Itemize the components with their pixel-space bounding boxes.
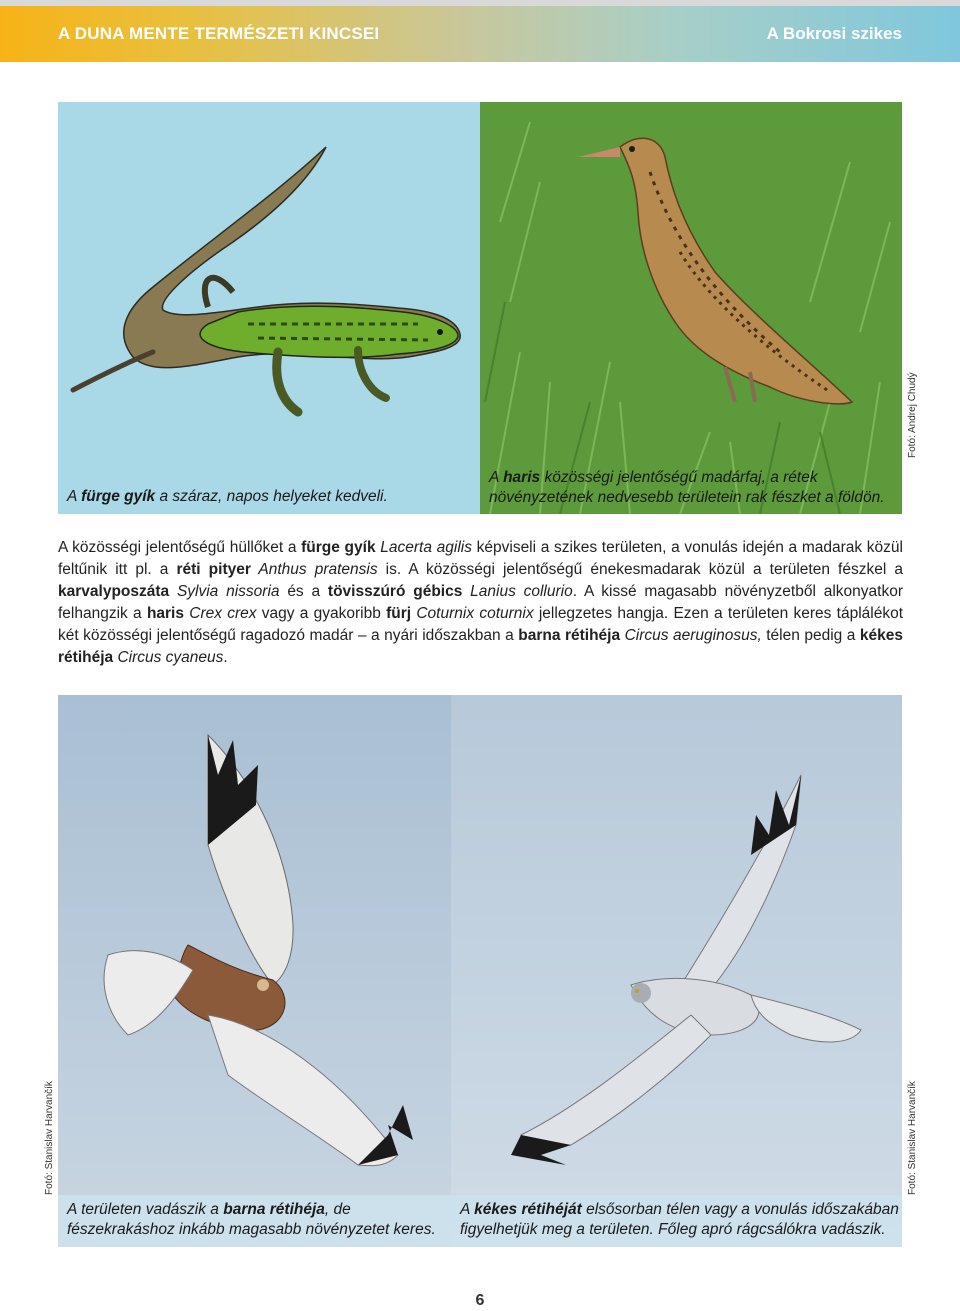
hen-harrier-photo-credit: Fotó: Stanislav Harvančík [907, 1081, 918, 1195]
lizard-illustration [58, 102, 480, 514]
page-header [0, 6, 960, 62]
corncrake-photo [480, 102, 902, 514]
marsh-harrier-image [58, 695, 451, 1247]
lizard-figure [58, 102, 480, 514]
marsh-harrier-photo-credit: Fotó: Stanislav Harvančík [44, 1081, 55, 1195]
corncrake-caption: A haris közösségi jelentőségű madárfaj, a rétek növényzetének nedvesebb területein rak fészket a földön. [489, 469, 885, 506]
corncrake-image [480, 102, 902, 514]
marsh-harrier-photo [58, 695, 451, 1247]
hen-harrier-caption: A kékes rétihéját elsősorban télen vagy a vonulás időszakában figyelhetjük meg a területen. Főleg apró rágcsálókra vadászik. [460, 1201, 899, 1238]
hen-harrier-image [451, 695, 902, 1247]
hen-harrier-photo [451, 695, 902, 1247]
series-title: A DUNA MENTE TERMÉSZETI KINCSEI [58, 24, 380, 43]
chapter-title: A Bokrosi szikes [766, 24, 902, 43]
marsh-harrier-caption: A területen vadászik a barna rétihéja, de fészekrakáshoz inkább magasabb növényzetet keres. [67, 1201, 436, 1238]
body-paragraph: A közösségi jelentőségű hüllőket a fürge gyík Lacerta agilis képviseli a szikes területen, a vonulás idején a madarak közül feltűnik itt pl. a réti pityer Anthus pratensis is. A közösségi jelentőségű énekesmadarak közül a területen fészkel a karvalyposzáta Sylvia nissoria és a tövisszúró gébics Lanius collurio. A kissé magasabb növényzetből alkonyatkor felhangzik a haris Crex crex vagy a gyakoribb fürj Coturnix coturnix jellegzetes hangja. Ezen a területen keres táplálékot két közösségi jelentőségű ragadozó madár – a nyári időszakban a barna rétihéja Circus aeruginosus, télen pedig a kékes rétihéja Circus cyaneus. [58, 539, 904, 666]
page-number: 6 [475, 1292, 485, 1309]
corncrake-photo-credit: Fotó: Andrej Chudý [907, 372, 918, 458]
lizard-caption: A fürge gyík a száraz, napos helyeket kedveli. [67, 488, 388, 505]
